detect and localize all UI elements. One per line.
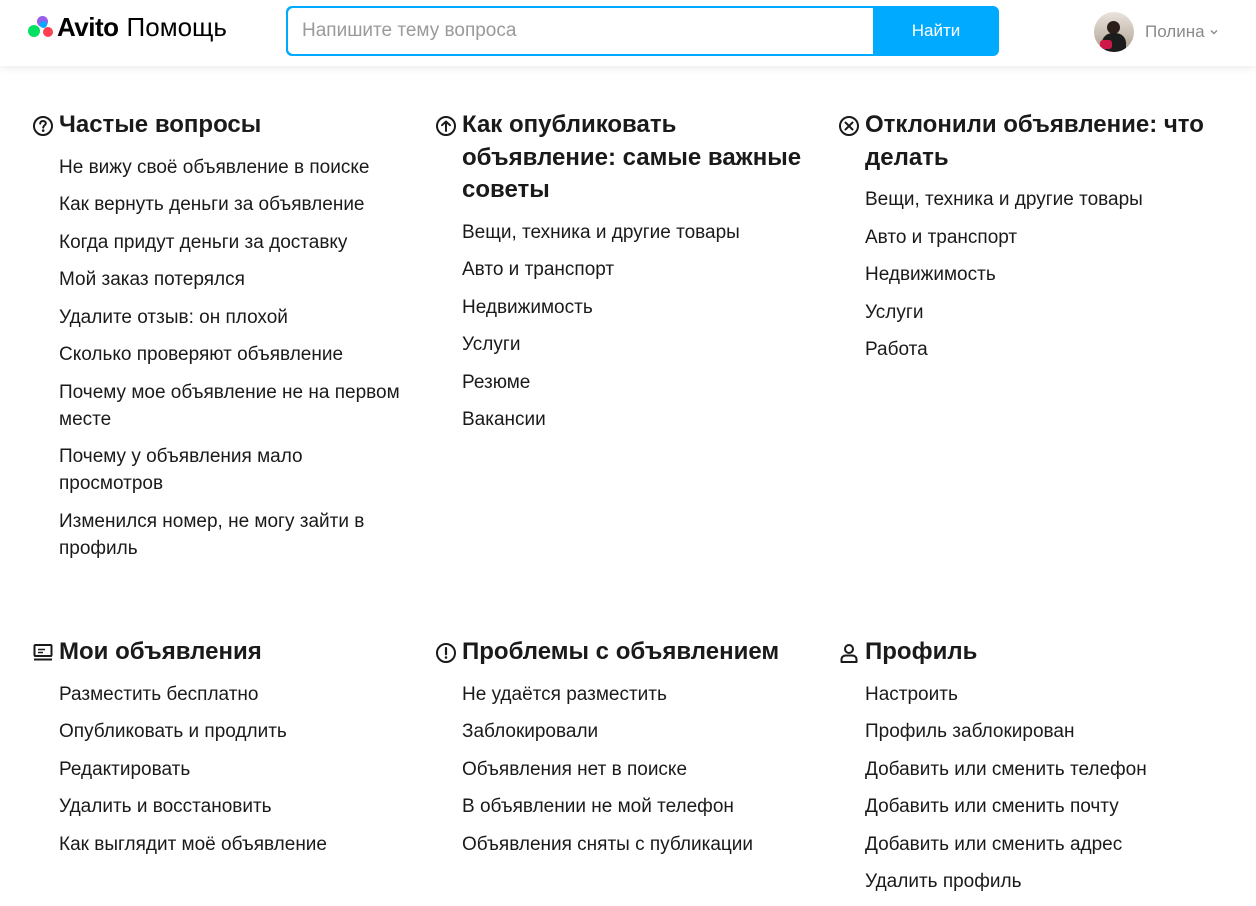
- list-item[interactable]: [31, 508, 411, 562]
- list-item[interactable]: [31, 191, 411, 218]
- help-link[interactable]: Недвижимость: [865, 264, 996, 285]
- logo-text: Avito: [57, 11, 119, 42]
- help-link[interactable]: Вакансии: [462, 409, 546, 430]
- search-bar: [286, 6, 999, 56]
- list-item[interactable]: [837, 186, 1217, 213]
- list-item[interactable]: [31, 266, 411, 293]
- list-item[interactable]: [31, 229, 411, 256]
- help-link[interactable]: Настроить: [865, 683, 958, 705]
- help-link[interactable]: Когда придут деньги за доставку: [59, 231, 348, 253]
- help-link[interactable]: Опубликовать и продлить: [59, 721, 287, 742]
- list-item[interactable]: [837, 831, 1217, 858]
- help-link[interactable]: Добавить или сменить почту: [865, 796, 1119, 817]
- help-link[interactable]: Авто и транспорт: [462, 259, 615, 280]
- help-link[interactable]: Объявления нет в поиске: [462, 758, 688, 780]
- help-link[interactable]: Профиль заблокирован: [865, 721, 1075, 742]
- help-link[interactable]: Недвижимость: [462, 296, 593, 318]
- help-link[interactable]: Вещи, техника и другие товары: [865, 189, 1143, 210]
- chevron-down-icon: [1209, 27, 1219, 37]
- publish-tips-links: [434, 219, 814, 434]
- list-item[interactable]: [31, 681, 411, 708]
- list-item[interactable]: [837, 224, 1217, 251]
- list-item[interactable]: [31, 756, 411, 783]
- list-item[interactable]: [31, 443, 411, 497]
- section-publish-tips: [434, 109, 814, 444]
- section-profile: [837, 636, 1217, 906]
- help-link[interactable]: Почему мое объявление не на первом месте: [59, 381, 400, 430]
- search-input[interactable]: [288, 8, 873, 54]
- section-my-listings: [31, 636, 411, 868]
- faq-links: [31, 154, 411, 562]
- rejected-links: [837, 186, 1217, 363]
- list-item[interactable]: [837, 299, 1217, 326]
- list-item[interactable]: [31, 793, 411, 820]
- my-listings-links: [31, 681, 411, 858]
- list-item[interactable]: [434, 256, 814, 283]
- help-link[interactable]: Сколько проверяют объявление: [59, 344, 344, 365]
- help-link[interactable]: Работа: [865, 339, 928, 360]
- section-title: Как опубликовать объявление: самые важные советы: [434, 109, 814, 207]
- list-item[interactable]: [837, 793, 1217, 820]
- question-circle-icon: [32, 115, 54, 137]
- list-item[interactable]: [31, 379, 411, 433]
- help-link[interactable]: Заблокировали: [462, 721, 599, 742]
- section-title: Частые вопросы: [31, 109, 411, 142]
- list-item[interactable]: [434, 681, 814, 708]
- help-link[interactable]: Удалите отзыв: он плохой: [59, 306, 288, 328]
- help-link[interactable]: Изменился номер, не могу зайти в профиль: [59, 510, 365, 559]
- list-item[interactable]: [434, 219, 814, 246]
- avito-logo-dots-icon: [28, 14, 56, 40]
- list-item[interactable]: [837, 681, 1217, 708]
- list-item[interactable]: [434, 294, 814, 321]
- user-menu[interactable]: [1094, 12, 1219, 52]
- help-link[interactable]: Услуги: [865, 301, 924, 323]
- help-link[interactable]: Удалить и восстановить: [59, 796, 272, 817]
- list-item[interactable]: [434, 756, 814, 783]
- list-item[interactable]: [837, 261, 1217, 288]
- list-item[interactable]: [434, 369, 814, 396]
- help-link[interactable]: Не удаётся разместить: [462, 683, 667, 705]
- help-link[interactable]: В объявлении не мой телефон: [462, 796, 734, 817]
- list-item[interactable]: [434, 831, 814, 858]
- upload-circle-icon: [435, 115, 457, 137]
- help-link[interactable]: Мой заказ потерялся: [59, 269, 245, 290]
- help-link[interactable]: Авто и транспорт: [865, 226, 1018, 248]
- help-link[interactable]: Как выглядит моё объявление: [59, 833, 327, 855]
- help-link[interactable]: Добавить или сменить адрес: [865, 833, 1123, 855]
- section-title: Мои объявления: [31, 636, 411, 669]
- header: [0, 0, 1256, 66]
- help-link[interactable]: Услуги: [462, 334, 521, 355]
- help-link[interactable]: Разместить бесплатно: [59, 683, 259, 705]
- list-item[interactable]: [31, 154, 411, 181]
- section-rejected: [837, 109, 1217, 374]
- profile-links: [837, 681, 1217, 896]
- list-item[interactable]: [31, 718, 411, 745]
- help-link[interactable]: Редактировать: [59, 758, 191, 780]
- list-item[interactable]: [31, 341, 411, 368]
- list-item[interactable]: [837, 336, 1217, 363]
- list-item[interactable]: [837, 756, 1217, 783]
- list-item[interactable]: [434, 793, 814, 820]
- list-item[interactable]: [837, 718, 1217, 745]
- help-link[interactable]: Удалить профиль: [865, 871, 1022, 892]
- list-item[interactable]: [434, 406, 814, 433]
- list-item[interactable]: [837, 868, 1217, 895]
- help-link[interactable]: Как вернуть деньги за объявление: [59, 194, 365, 215]
- section-faq: [31, 109, 411, 572]
- list-item[interactable]: [434, 331, 814, 358]
- list-item[interactable]: [31, 304, 411, 331]
- help-link[interactable]: Резюме: [462, 371, 531, 393]
- logo-help-text: Помощь: [126, 11, 227, 42]
- person-icon: [838, 642, 860, 664]
- listing-problems-links: [434, 681, 814, 858]
- avatar: [1094, 12, 1134, 52]
- section-listing-problems: [434, 636, 814, 868]
- cross-circle-icon: [838, 115, 860, 137]
- user-name: Полина: [1145, 22, 1205, 41]
- listing-icon: [32, 642, 54, 664]
- section-title: Отклонили объявление: что делать: [837, 109, 1217, 174]
- search-button[interactable]: Найти: [873, 6, 999, 56]
- help-link[interactable]: Объявления сняты с публикации: [462, 833, 754, 855]
- section-title: Профиль: [837, 636, 1217, 669]
- avito-logo[interactable]: [28, 12, 227, 42]
- help-link[interactable]: Вещи, техника и другие товары: [462, 221, 740, 243]
- list-item[interactable]: [434, 718, 814, 745]
- help-link[interactable]: Почему у объявления мало просмотров: [59, 446, 303, 494]
- list-item[interactable]: [31, 831, 411, 858]
- section-title: Проблемы с объявлением: [434, 636, 814, 669]
- exclamation-circle-icon: [435, 642, 457, 664]
- help-link[interactable]: Добавить или сменить телефон: [865, 758, 1147, 780]
- help-link[interactable]: Не вижу своё объявление в поиске: [59, 156, 370, 178]
